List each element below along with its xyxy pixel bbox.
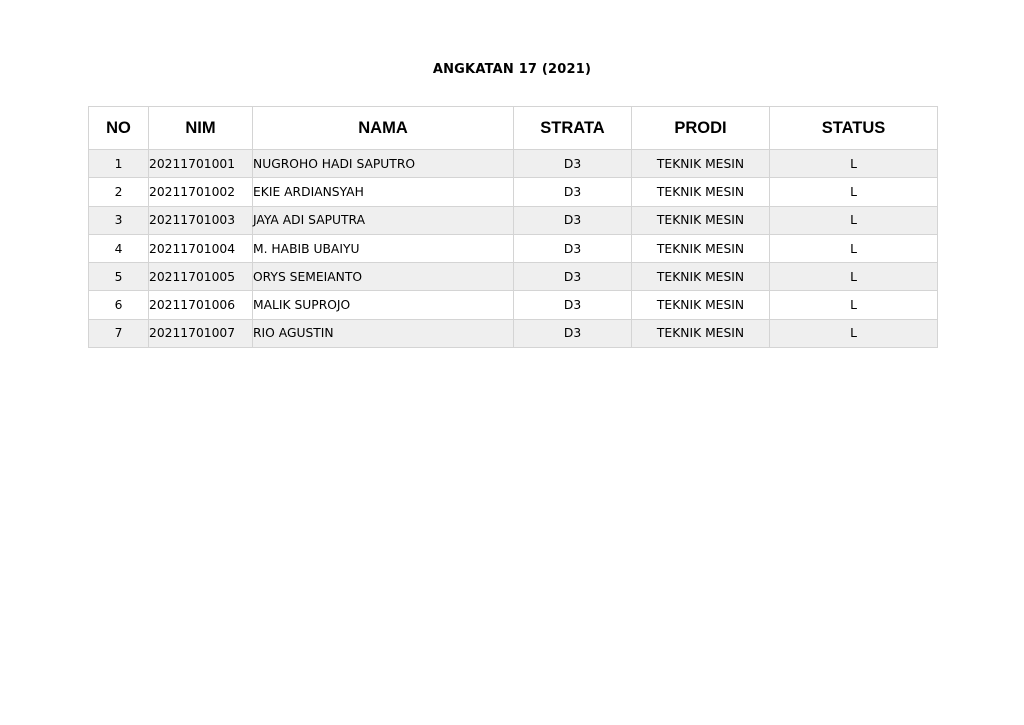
cell-strata: D3 [514,150,632,178]
cell-nama: NUGROHO HADI SAPUTRO [253,150,514,178]
cell-no: 3 [89,206,149,234]
cell-strata: D3 [514,206,632,234]
column-header-no: NO [89,107,149,150]
column-header-prodi: PRODI [632,107,770,150]
cell-status: L [770,263,938,291]
cell-nama: RIO AGUSTIN [253,319,514,347]
cell-nim: 20211701003 [149,206,253,234]
column-header-nama: NAMA [253,107,514,150]
column-header-status: STATUS [770,107,938,150]
cell-status: L [770,150,938,178]
table-row [89,319,938,347]
table-row [89,234,938,262]
cell-nama: MALIK SUPROJO [253,291,514,319]
page-title: ANGKATAN 17 (2021) [432,62,592,77]
cell-no: 5 [89,263,149,291]
cell-prodi: TEKNIK MESIN [632,206,770,234]
cell-status: L [770,206,938,234]
cell-prodi: TEKNIK MESIN [632,178,770,206]
cell-prodi: TEKNIK MESIN [632,263,770,291]
cell-nim: 20211701002 [149,178,253,206]
student-table [88,106,938,348]
cell-nama: EKIE ARDIANSYAH [253,178,514,206]
cell-prodi: TEKNIK MESIN [632,150,770,178]
cell-status: L [770,291,938,319]
table-row [89,206,938,234]
cell-no: 4 [89,234,149,262]
cell-no: 7 [89,319,149,347]
cell-nama: M. HABIB UBAIYU [253,234,514,262]
cell-strata: D3 [514,291,632,319]
cell-nim: 20211701001 [149,150,253,178]
cell-no: 2 [89,178,149,206]
cell-nama: ORYS SEMEIANTO [253,263,514,291]
table-row [89,263,938,291]
table-row [89,178,938,206]
cell-strata: D3 [514,234,632,262]
cell-strata: D3 [514,178,632,206]
cell-strata: D3 [514,319,632,347]
column-header-strata: STRATA [514,107,632,150]
cell-status: L [770,234,938,262]
cell-status: L [770,178,938,206]
cell-nama: JAYA ADI SAPUTRA [253,206,514,234]
cell-status: L [770,319,938,347]
cell-prodi: TEKNIK MESIN [632,319,770,347]
cell-no: 6 [89,291,149,319]
cell-nim: 20211701006 [149,291,253,319]
table-row [89,291,938,319]
column-header-nim: NIM [149,107,253,150]
cell-prodi: TEKNIK MESIN [632,291,770,319]
cell-nim: 20211701005 [149,263,253,291]
table-row [89,150,938,178]
cell-strata: D3 [514,263,632,291]
header-row [89,107,938,150]
cell-no: 1 [89,150,149,178]
cell-prodi: TEKNIK MESIN [632,234,770,262]
cell-nim: 20211701007 [149,319,253,347]
cell-nim: 20211701004 [149,234,253,262]
